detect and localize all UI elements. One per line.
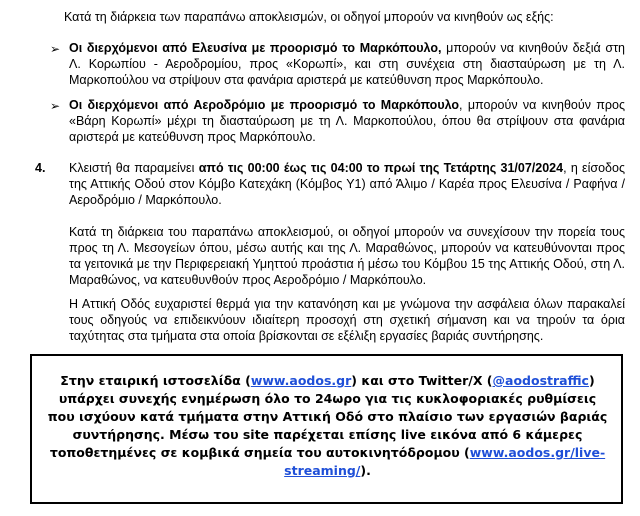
bullet-text: , μπορούν να κινηθούν προς «Βάρη Κορωπί» μέχρι τη διασταύρωση με τη Λ. Μαρκοπούλου, όπου θα στρίψουν στα φανάρια αριστερά με κατεύθυνση προς Μαρκόπουλο. (69, 98, 625, 144)
thanks-paragraph: Η Αττική Οδός ευχαριστεί θερμά για την κατανόηση και με γνώμονα την ασφάλεια όλων παρακαλεί τους οδηγούς να επιδεικνύουν ιδιαίτερη προσοχή στη σχετική σήμανση και να τηρούν τα όρια ταχύτητας στα τμήματα στα οποία βρίσκονται σε εξέλιξη εργασίες βαριάς συντήρησης. (69, 297, 625, 343)
info-box-text (44, 372, 611, 480)
bullet-text: μπορούν να κινηθούν δεξιά στη Λ. Κορωπίου - Αεροδρομίου, προς «Κορωπί», και στη συνέχεια στη διασταύρωση με τη Λ. Μαρκοπούλου να στρίψουν στα φανάρια αριστερά με κατεύθυνση προς Μαρκόπουλο. (69, 41, 626, 87)
info-box (30, 354, 623, 504)
bullet-bold-text: Οι διερχόμενοι από Αεροδρόμιο με προορισμό το Μαρκόπουλο (69, 98, 460, 112)
intro-paragraph: Κατά τη διάρκεια των παραπάνω αποκλεισμών, οι οδηγοί μπορούν να κινηθούν ως εξής: (64, 10, 554, 24)
item-text: Κλειστή θα παραμείνει (69, 161, 199, 175)
info-text: ). (360, 463, 371, 478)
info-text: ) και στο Twitter/X ( (351, 373, 493, 388)
bullet-item-airport (69, 97, 625, 145)
info-text: ) υπάρχει συνεχής ενημέρωση όλο το 24ωρο για τις κυκλοφοριακές ρυθμίσεις που ισχύουν κατά τμήματα στην Αττική Οδό στο πλαίσιο των εργασιών βαριάς συντήρησης. Μέσω του site παρέχεται επίσης live εικόνα από 6 κάμερες τοποθετημένες σε κομβικά σημεία του αυτοκινητόδρομου ( (47, 373, 608, 460)
twitter-link[interactable]: @aodostraffic (492, 373, 589, 388)
item-number: 4. (35, 161, 46, 175)
item-text: , η είσοδος της Αττικής Οδού στον Κόμβο Κατεχάκη (Κόμβος Υ1) από Άλιμο / Καρέα προς Ελευσίνα / Ραφήνα / Αεροδρόμιο / Μαρκόπουλο. (69, 161, 625, 207)
website-link[interactable]: www.aodos.gr (250, 373, 352, 388)
bullet-item-elefsina (69, 40, 625, 88)
item-bold-text: από τις 00:00 έως τις 04:00 το πρωί της Τετάρτης 31/07/2024 (198, 161, 564, 175)
detour-paragraph: Κατά τη διάρκεια του παραπάνω αποκλεισμού, οι οδηγοί μπορούν να συνεχίσουν την πορεία τους προς τη Λ. Μεσογείων όπου, μέσω αυτής και της Λ. Μαραθώνος, μπορούν να κατευθύνονται προς τα γειτονικά με την Περιφερειακή Υμηττού προάστια ή μέσω του Κόμβου 15 της Αττικής Οδού, στη Λ. Μαραθώνος, να κατευθυνθούν προς Αεροδρόμιο / Μαρκόπουλο. (69, 225, 625, 287)
item-4-paragraph (69, 160, 625, 208)
arrow-bullet-icon: ➢ (50, 99, 61, 113)
arrow-bullet-icon: ➢ (50, 42, 61, 56)
bullet-bold-text: Οι διερχόμενοι από Ελευσίνα με προορισμό το Μαρκόπουλο, (69, 41, 442, 55)
info-text: Στην εταιρική ιστοσελίδα ( (60, 373, 251, 388)
live-streaming-link[interactable]: www.aodos.gr/live-streaming/ (284, 445, 606, 478)
